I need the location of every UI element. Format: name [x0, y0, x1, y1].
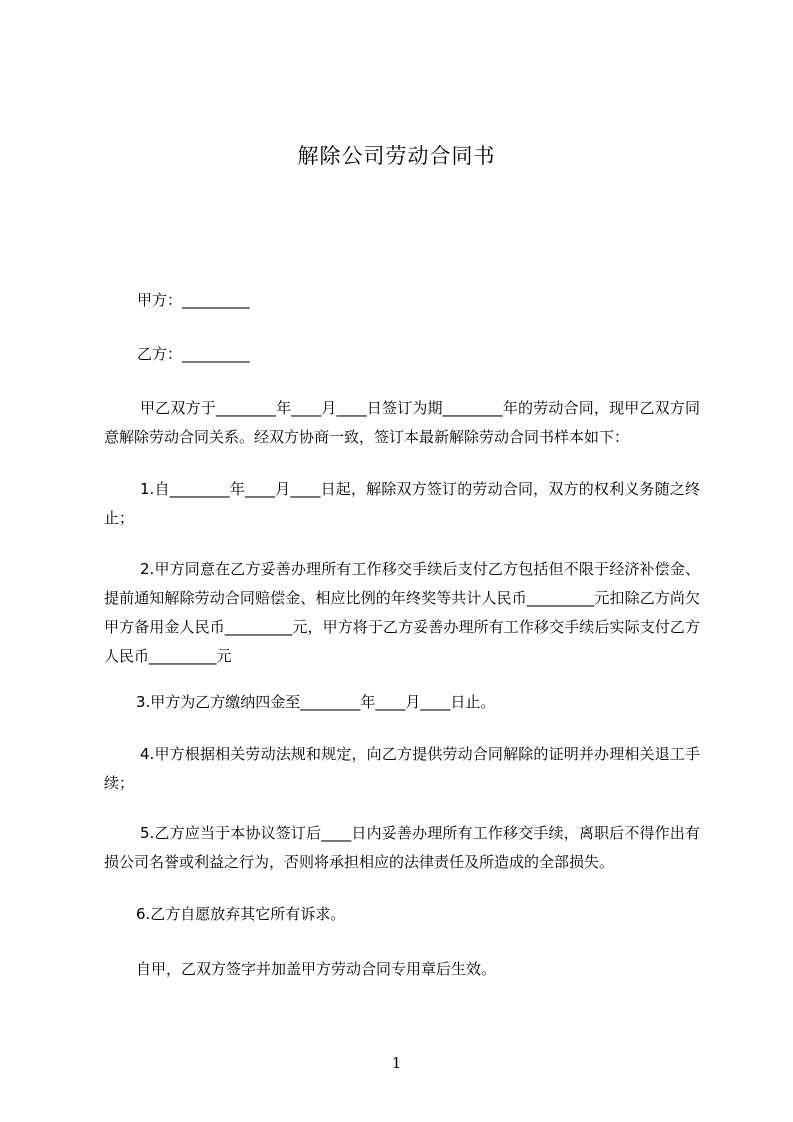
party-a-line: 甲方：_________	[137, 291, 250, 309]
clause-6: 6.乙方自愿放弃其它所有诉求。	[136, 905, 346, 923]
page-number: 1	[391, 1054, 402, 1072]
document-title: 解除公司劳动合同书	[297, 144, 496, 168]
party-b-line: 乙方：_________	[137, 345, 250, 363]
closing-statement: 自甲，乙双方签字并加盖甲方劳动合同专用章后生效。	[136, 960, 497, 978]
clause-1: 1.自________年____月____日起，解除双方签订的劳动合同，双方的权利义务随之终止；	[104, 480, 700, 527]
clause-2: 2.甲方同意在乙方妥善办理所有工作移交手续后支付乙方包括但不限于经济补偿金、提前通知解除劳动合同赔偿金、相应比例的年终奖等共计人民币_________元扣除乙方尚欠甲方备用金人民币_________元，甲方将于乙方妥善办理所有工作移交手续后实际支付乙方人民币_________元	[104, 560, 700, 665]
intro-paragraph: 甲乙双方于________年____月____日签订为期________年的劳动合同，现甲乙双方同意解除劳动合同关系。经双方协商一致，签订本最新解除劳动合同书样本如下：	[104, 399, 700, 446]
clause-4: 4.甲方根据相关劳动法规和规定，向乙方提供劳动合同解除的证明并办理相关退工手续；	[104, 745, 700, 792]
clause-5: 5.乙方应当于本协议签订后____日内妥善办理所有工作移交手续，离职后不得作出有损公司名誉或利益之行为，否则将承担相应的法律责任及所造成的全部损失。	[104, 824, 700, 871]
clause-3: 3.甲方为乙方缴纳四金至________年____月____日止。	[136, 693, 496, 711]
